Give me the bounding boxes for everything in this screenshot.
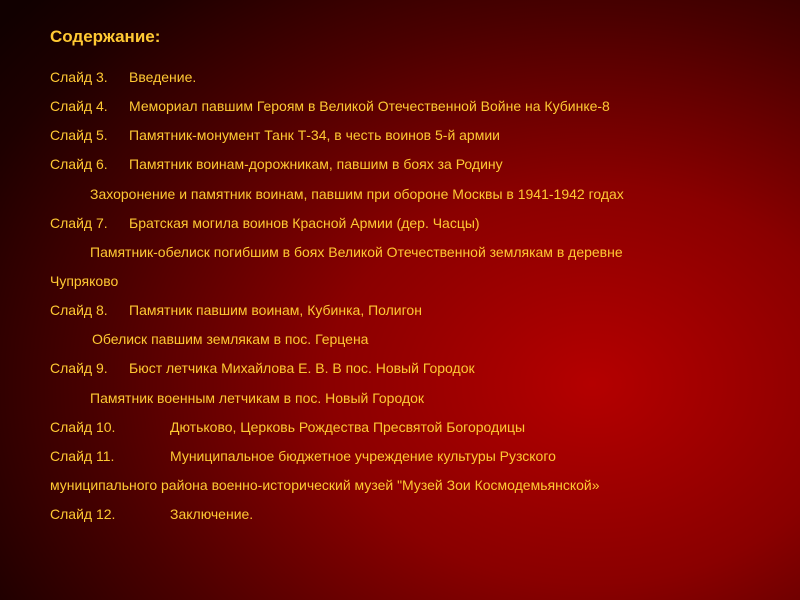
slide-number: Слайд 7. bbox=[50, 214, 108, 231]
contents-item-slide-4 bbox=[50, 96, 770, 125]
item-title: Братская могила воинов Красной Армии (дер. Часцы) bbox=[129, 214, 480, 231]
slide-number: Слайд 5. bbox=[50, 127, 108, 144]
slide-number: Слайд 6. bbox=[50, 156, 108, 173]
contents-item-slide-6 bbox=[50, 154, 770, 183]
item-title: Чупряково bbox=[50, 272, 119, 289]
slide-number: Слайд 12. bbox=[50, 506, 116, 523]
item-title: Обелиск павшим землякам в пос. Герцена bbox=[92, 331, 369, 348]
contents-item-slide-7 bbox=[50, 213, 770, 242]
contents-item-slide-8 bbox=[50, 300, 770, 329]
slide-number: Слайд 10. bbox=[50, 418, 116, 435]
contents-item-slide-8-sub bbox=[50, 329, 770, 358]
slide-number: Слайд 11. bbox=[50, 447, 115, 464]
item-title: Памятник-обелиск погибшим в боях Великой Отечественной землякам в деревне bbox=[90, 243, 623, 260]
contents-item-slide-7-sub bbox=[50, 242, 770, 271]
item-title: муниципального района военно-исторический музей "Музей Зои Космодемьянской» bbox=[50, 476, 600, 493]
slide-number: Слайд 3. bbox=[50, 69, 108, 85]
item-title: Мемориал павшим Героям в Великой Отечественной Войне на Кубинке-8 bbox=[129, 98, 610, 115]
contents-list bbox=[50, 67, 770, 533]
slide-number: Слайд 8. bbox=[50, 302, 108, 319]
contents-item-slide-11 bbox=[50, 446, 770, 475]
item-title: Бюст летчика Михайлова Е. В. В пос. Новый Городок bbox=[129, 360, 475, 377]
contents-item-slide-7-sub-cont bbox=[50, 271, 770, 300]
slide-number: Слайд 4. bbox=[50, 98, 108, 115]
contents-item-slide-10 bbox=[50, 417, 770, 446]
item-title: Муниципальное бюджетное учреждение культуры Рузского bbox=[170, 447, 556, 464]
item-title: Памятник воинам-дорожникам, павшим в боях за Родину bbox=[129, 156, 503, 173]
contents-item-slide-9 bbox=[50, 358, 770, 387]
item-title: Дютьково, Церковь Рождества Пресвятой Богородицы bbox=[170, 418, 526, 435]
item-title: Памятник-монумент Танк Т-34, в честь воинов 5-й армии bbox=[129, 127, 500, 144]
item-title: Памятник павшим воинам, Кубинка, Полигон bbox=[129, 302, 422, 319]
contents-item-slide-12 bbox=[50, 504, 770, 533]
slide-number: Слайд 9. bbox=[50, 360, 108, 377]
contents-item-slide-5 bbox=[50, 125, 770, 154]
contents-item-slide-3 bbox=[50, 67, 770, 96]
item-title: Заключение. bbox=[170, 506, 254, 523]
contents-item-slide-11-cont bbox=[50, 475, 770, 504]
contents-title: Содержание: bbox=[50, 27, 161, 46]
item-title: Введение. bbox=[129, 69, 197, 85]
item-title: Захоронение и памятник воинам, павшим при обороне Москвы в 1941-1942 годах bbox=[90, 185, 624, 202]
contents-item-slide-6-sub bbox=[50, 184, 770, 213]
item-title: Памятник военным летчикам в пос. Новый Городок bbox=[90, 389, 425, 406]
contents-item-slide-9-sub bbox=[50, 388, 770, 417]
